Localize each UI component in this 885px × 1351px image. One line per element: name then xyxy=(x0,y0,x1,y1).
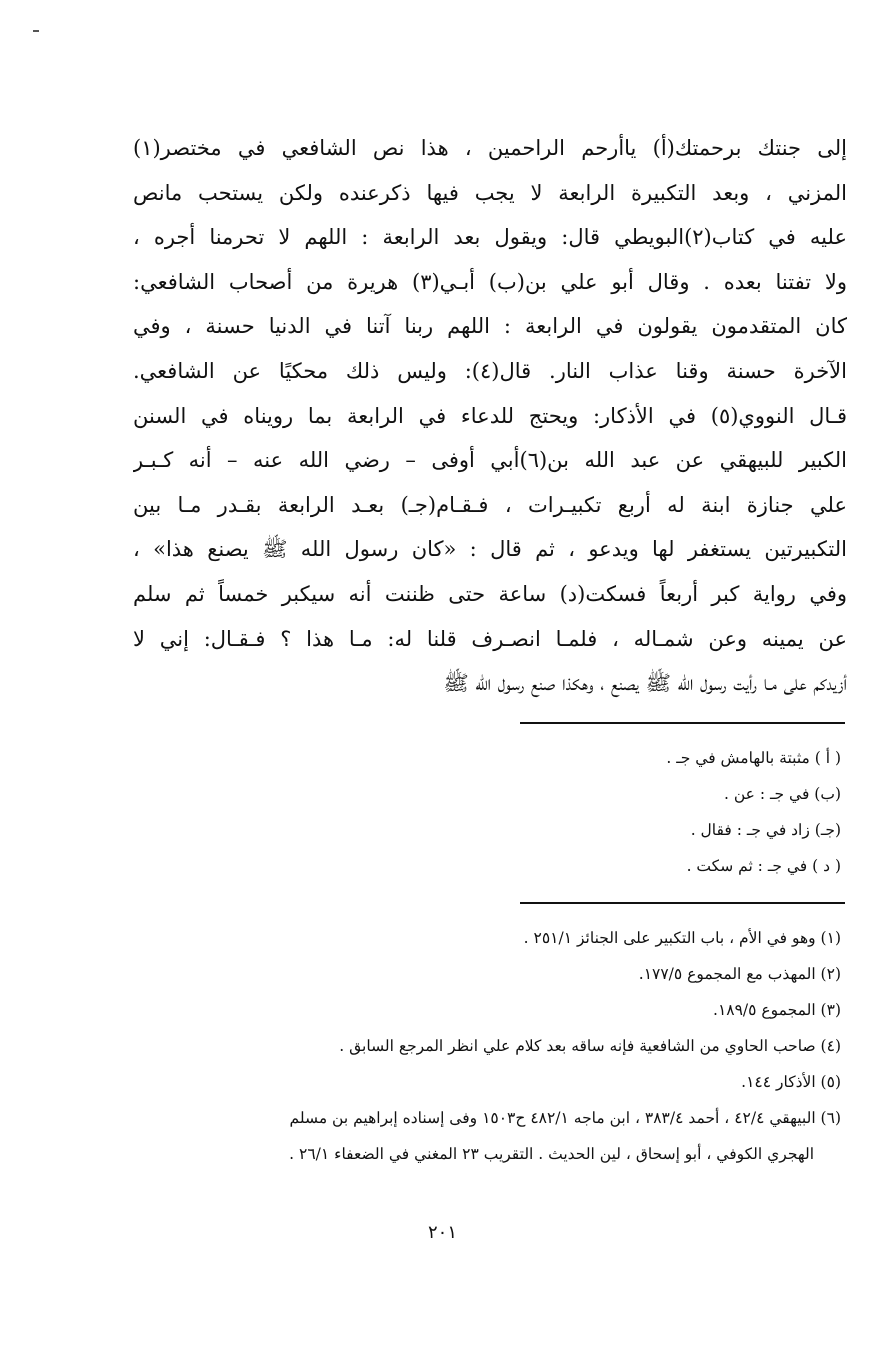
main-text-line: عن يمينه وعن شمـاله ، فلمـا انصـرف قلنا له: مـا هذا ؟ فـقـال: إني لا xyxy=(133,626,847,651)
main-text-line: وفي رواية كبر أربعاً فسكت(د) ساعة حتى ظننت أنه سيكبر خمساً ثم سلم xyxy=(133,581,847,606)
main-text-line: ولا تفتنا بعده . وقال أبو علي بن(ب) أبـي(٣) هريرة من أصحاب الشافعي: xyxy=(133,269,847,294)
main-text-line: التكبيرتين يستغفر لها ويدعو ، ثم قال : «كان رسول الله ﷺ يصنع هذا» ، xyxy=(133,537,847,562)
source-note xyxy=(121,1100,841,1172)
source-note xyxy=(121,1064,841,1100)
variant-notes-list xyxy=(121,740,841,884)
main-text-line: الكبير للبيهقي عن عبد الله بن(٦)أبي أوفى – رضي الله عنه – أنه كـبـر xyxy=(133,448,847,473)
source-note-text: (٥) الأذكار ١٤٤. xyxy=(741,1073,841,1091)
scan-mark xyxy=(33,30,39,32)
source-note-text: (١) وهو في الأم ، باب التكبير على الجنائز ٢٥١/١ . xyxy=(523,929,841,947)
footnote-separator xyxy=(520,902,845,904)
main-text-line: كان المتقدمون يقولون في الرابعة : اللهم ربنا آتنا في الدنيا حسنة ، وفي xyxy=(133,314,847,339)
source-note xyxy=(121,920,841,956)
main-text-body xyxy=(133,126,847,706)
main-text-line: إلى جنتك برحمتك(أ) ياأرحم الراحمين ، هذا نص الشافعي في مختصر(١) xyxy=(133,136,847,160)
source-note xyxy=(121,956,841,992)
main-text-line: عليه في كتاب(٢)البويطي قال: ويقول بعد الرابعة : اللهم لا تحرمنا أجره ، xyxy=(133,225,847,250)
source-note xyxy=(121,992,841,1028)
variant-note: (جـ) زاد في جـ : فقال . xyxy=(690,821,841,839)
main-text-line: قـال النووي(٥) في الأذكار: ويحتج للدعاء في الرابعة بما رويناه في السنن xyxy=(133,403,847,428)
variant-note: (ب) في جـ : عن . xyxy=(724,785,841,803)
main-text-line: المزني ، وبعد التكبيرة الرابعة لا يجب فيها ذكرعنده ولكن يستحب مانص xyxy=(133,180,847,205)
variant-note: ( أ ) مثبتة بالهامش في جـ . xyxy=(666,749,841,767)
page-number: ٢٠١ xyxy=(427,1222,457,1243)
source-note-continuation: الهجري الكوفي ، أبو إسحاق ، لين الحديث . التقريب ٢٣ المغني في الضعفاء ٢٦/١ . xyxy=(289,1145,814,1163)
source-note-text: (٤) صاحب الحاوي من الشافعية فإنه ساقه بعد كلام علي انظر المرجع السابق . xyxy=(339,1037,841,1055)
main-text-line: أزيدكم على مـا رأيت رسول الله ﷺ يصنع ، وهكذا صنع رسول الله ﷺ xyxy=(443,671,847,696)
source-note-text: (٣) المجموع ١٨٩/٥. xyxy=(713,1001,841,1019)
footnote-separator xyxy=(520,722,845,724)
source-notes-list xyxy=(121,920,841,1172)
variant-note: ( د ) في جـ : ثم سكت . xyxy=(686,857,841,875)
main-text-line: الآخرة حسنة وقنا عذاب النار. قال(٤): وليس ذلك محكيًا عن الشافعي. xyxy=(133,358,847,383)
main-text-line: علي جنازة ابنة له أربع تكبيـرات ، فـقـام(جـ) بعـد الرابعة بقـدر مـا بين xyxy=(133,492,847,517)
source-note-text: (٦) البيهقي ٤٢/٤ ، أحمد ٣٨٣/٤ ، ابن ماجه ٤٨٢/١ ح١٥٠٣ وفى إسناده إبراهيم بن مسلم xyxy=(289,1109,841,1127)
source-note xyxy=(121,1028,841,1064)
source-note-text: (٢) المهذب مع المجموع ١٧٧/٥. xyxy=(638,965,841,983)
